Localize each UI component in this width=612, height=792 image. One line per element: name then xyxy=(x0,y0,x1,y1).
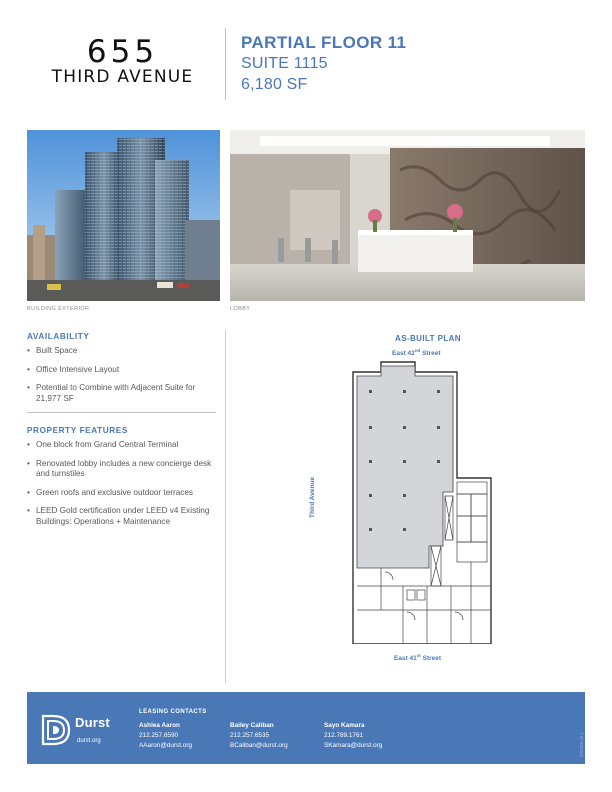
exterior-caption: BUILDING EXTERIOR xyxy=(27,306,90,312)
building-street: THIRD AVENUE xyxy=(51,67,194,87)
contact-phone[interactable]: 212.789.1761 xyxy=(324,732,364,739)
south-street-label: East 41st Street xyxy=(394,653,442,663)
footer-banner xyxy=(27,692,585,764)
leasing-contacts-heading: LEASING CONTACTS xyxy=(139,709,207,715)
availability-list xyxy=(27,346,215,412)
contact-email[interactable]: SKamara@durst.org xyxy=(324,742,383,749)
list-item: • LEED Gold certification under LEED v4 Existing Buildings: Operations + Maintenance xyxy=(27,506,210,526)
availability-heading: AVAILABILITY xyxy=(27,332,90,341)
list-item: • Built Space xyxy=(27,346,78,355)
contact-card xyxy=(230,721,288,751)
contact-phone[interactable]: 212.257.6535 xyxy=(230,732,270,739)
west-avenue-label: Third Avenue xyxy=(309,476,316,518)
contact-email[interactable]: BCaliban@durst.org xyxy=(230,742,288,749)
contact-name: Bailey Caliban xyxy=(230,722,274,729)
plan-title: AS-BUILT PLAN xyxy=(395,334,461,343)
contact-card xyxy=(139,721,192,751)
list-item: • Green roofs and exclusive outdoor terraces xyxy=(27,487,194,497)
features-list xyxy=(27,440,215,535)
durst-website[interactable]: durst.org xyxy=(77,738,101,744)
floor-plan-drawing xyxy=(345,360,503,644)
building-exterior-photo xyxy=(27,130,220,301)
suite-area: 6,180 SF xyxy=(241,76,308,93)
contact-name: Ashlea Aaron xyxy=(139,722,180,729)
durst-logo-name: Durst xyxy=(75,715,110,730)
list-item: • Office Intensive Layout xyxy=(27,364,120,374)
header-divider xyxy=(225,28,226,100)
contact-phone[interactable]: 212.257.6590 xyxy=(139,732,179,739)
section-divider xyxy=(27,412,216,413)
lobby-photo xyxy=(230,130,585,301)
lobby-caption: LOBBY xyxy=(230,306,251,312)
listing-title xyxy=(241,33,406,95)
contact-name: Sayo Kamara xyxy=(324,722,365,729)
contact-email[interactable]: AAaron@durst.org xyxy=(139,742,193,749)
list-item: • Potential to Combine with Adjacent Suite for 21,977 SF xyxy=(27,383,196,403)
column-divider xyxy=(225,330,226,683)
building-number: 655 xyxy=(86,34,159,70)
durst-d-icon xyxy=(41,714,71,746)
floor-title: PARTIAL FLOOR 11 xyxy=(241,33,407,52)
document-code: 250325-v9.1 xyxy=(579,732,584,758)
list-item: • One block from Grand Central Terminal xyxy=(27,440,179,449)
north-street-label: East 42nd Street xyxy=(392,348,441,358)
features-heading: PROPERTY FEATURES xyxy=(27,426,128,435)
contact-card xyxy=(324,721,382,751)
building-wordmark xyxy=(30,36,215,87)
suite-number: SUITE 1115 xyxy=(241,55,328,72)
list-item: • Renovated lobby includes a new concierge desk and turnstiles xyxy=(27,458,212,478)
